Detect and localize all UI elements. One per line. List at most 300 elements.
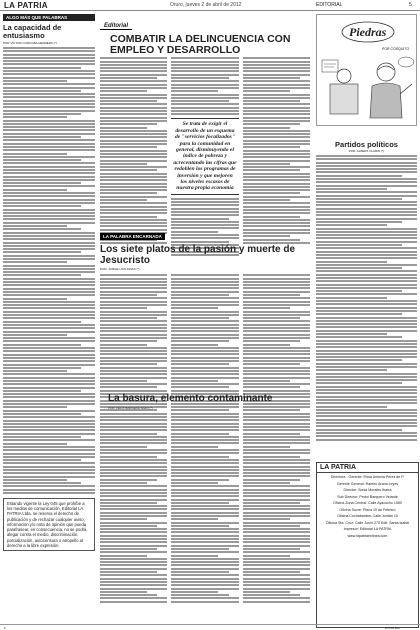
text-line [3, 429, 95, 431]
text-line [100, 222, 167, 224]
text-line [316, 270, 417, 272]
editorial-tab: Editorial [100, 23, 132, 30]
text-line [3, 129, 95, 131]
text-line [100, 64, 167, 66]
text-line [100, 320, 167, 322]
text-line [316, 175, 402, 177]
text-line [243, 67, 310, 69]
text-line [243, 166, 310, 168]
text-line [100, 284, 167, 286]
text-line [100, 522, 167, 524]
text-line [171, 446, 218, 448]
left-headline: La capacidad de entusiasmo [3, 23, 62, 40]
story2-kicker: LA PALABRA ENCARNADA [100, 233, 165, 240]
text-line [3, 93, 95, 95]
text-line [171, 100, 228, 102]
text-line [3, 410, 95, 412]
text-line [100, 350, 167, 352]
text-line [171, 347, 238, 349]
text-line [3, 265, 95, 267]
text-line [243, 439, 310, 441]
text-line [100, 169, 157, 171]
text-line [171, 512, 238, 514]
cartoon [316, 14, 417, 134]
text-line [171, 588, 238, 590]
text-line [3, 87, 95, 89]
text-line [243, 390, 310, 392]
text-line [100, 597, 167, 599]
text-line [171, 281, 238, 283]
left-column [3, 14, 95, 626]
text-line [100, 568, 167, 570]
text-line [171, 439, 238, 441]
text-line [316, 191, 417, 193]
text-line [100, 578, 167, 580]
text-line [100, 340, 157, 342]
text-line [3, 166, 95, 168]
footer [0, 624, 420, 630]
text-line [171, 211, 238, 213]
text-line [3, 169, 95, 171]
text-line [243, 380, 290, 382]
text-line [243, 176, 310, 178]
text-line [100, 179, 167, 181]
text-line [3, 199, 95, 201]
text-line [100, 294, 157, 296]
text-line [100, 482, 147, 484]
text-line [243, 291, 310, 293]
text-line [171, 198, 238, 200]
text-line [100, 433, 157, 435]
text-line [243, 502, 300, 504]
text-line [171, 531, 238, 533]
text-line [100, 363, 157, 365]
legal-notice-text: Estando vigente la Ley 045 que prohíbe a los medios de comunicación, Editorial LA PATRIA Ltda. se reserva el derecho de publicación y de rechazar cualquier aviso, información y/o nota de opinión que pueda parafrasear, en consecuencia, no se podrá alegar contra el medio, discriminación, parcialización, autocensura o atropello al derecho a la libre expresión. [7, 501, 87, 548]
right-byline: POR: ALBERT CLARIN (*) [348, 149, 385, 153]
text-line [171, 419, 238, 421]
text-line [171, 578, 238, 580]
text-line [171, 294, 228, 296]
text-line [100, 413, 167, 415]
text-line [243, 373, 310, 375]
text-line [3, 423, 95, 425]
text-line [3, 116, 67, 118]
text-line [243, 578, 310, 580]
text-line [3, 406, 67, 408]
text-line [100, 146, 157, 148]
text-line [171, 442, 238, 444]
text-line [316, 336, 402, 338]
text-line [316, 198, 402, 200]
text-line [3, 113, 81, 115]
text-line [171, 433, 228, 435]
text-line [243, 518, 290, 520]
text-line [316, 155, 417, 157]
text-line [171, 327, 238, 329]
text-line [316, 204, 417, 206]
text-line [3, 321, 81, 323]
text-line [100, 173, 167, 175]
text-line [243, 564, 310, 566]
text-line [3, 67, 81, 69]
text-line [3, 489, 95, 491]
text-line [3, 314, 95, 316]
text-line [243, 360, 310, 362]
text-line [171, 495, 238, 497]
text-line [3, 433, 95, 435]
text-line [243, 551, 310, 553]
text-line [243, 196, 310, 198]
text-line [100, 176, 167, 178]
text-line [100, 588, 167, 590]
text-line [243, 74, 310, 76]
text-line [316, 346, 417, 348]
text-line [171, 97, 238, 99]
text-line [171, 558, 238, 560]
text-line [316, 274, 417, 276]
text-line [243, 186, 310, 188]
text-line [3, 383, 95, 385]
text-line [3, 446, 95, 448]
text-line [243, 278, 310, 280]
text-line [316, 419, 417, 421]
text-line [3, 492, 95, 494]
text-line [316, 409, 417, 411]
text-line [316, 307, 417, 309]
text-line [171, 584, 238, 586]
text-line [3, 485, 95, 487]
text-line [243, 347, 310, 349]
text-line [100, 61, 167, 63]
left-body-text [3, 47, 95, 494]
text-line [171, 344, 218, 346]
text-line [243, 206, 310, 208]
legal-notice-box [3, 498, 95, 551]
text-line [3, 73, 95, 75]
text-line [243, 317, 300, 319]
text-line [171, 601, 238, 603]
text-line [3, 50, 95, 52]
text-line [171, 551, 238, 553]
text-line [3, 304, 95, 306]
text-line [243, 212, 310, 214]
text-line [3, 390, 81, 392]
text-line [243, 146, 300, 148]
text-line [3, 83, 95, 85]
text-line [3, 100, 95, 102]
text-line [171, 80, 238, 82]
text-line [243, 426, 310, 428]
text-line [3, 416, 95, 418]
text-line [171, 274, 238, 276]
text-line [3, 96, 95, 98]
text-line [243, 548, 300, 550]
text-line [100, 166, 167, 168]
text-line [3, 182, 81, 184]
text-line [243, 558, 310, 560]
text-line [3, 439, 95, 441]
text-line [243, 469, 310, 471]
text-line [243, 512, 310, 514]
text-line [243, 383, 310, 385]
text-line [171, 568, 238, 570]
text-line [100, 591, 147, 593]
text-line [3, 476, 95, 478]
text-line [316, 185, 417, 187]
text-line [316, 293, 417, 295]
text-line [100, 489, 167, 491]
text-line [316, 280, 417, 282]
text-line [243, 344, 290, 346]
text-line [3, 248, 95, 250]
text-line [243, 555, 290, 557]
text-line [3, 472, 95, 474]
text-line [171, 499, 238, 501]
story3-byline: POR: FÉLIX BARCENA SAZO (*) [108, 405, 153, 410]
text-line [171, 555, 218, 557]
text-line [316, 376, 417, 378]
text-line [316, 340, 417, 342]
text-line [171, 350, 238, 352]
text-line [100, 206, 167, 208]
text-line [3, 278, 95, 280]
text-line [243, 528, 310, 530]
text-line [3, 235, 95, 237]
text-line [100, 531, 167, 533]
text-line [243, 173, 310, 175]
text-line [3, 311, 95, 313]
text-line [243, 80, 310, 82]
text-line [171, 278, 238, 280]
text-line [171, 314, 238, 316]
text-line [243, 515, 310, 517]
text-line [316, 297, 387, 299]
text-line [100, 436, 167, 438]
text-line [243, 449, 310, 451]
text-line [100, 140, 167, 142]
text-line [100, 462, 167, 464]
text-line [100, 87, 167, 89]
text-line [100, 156, 167, 158]
text-line [316, 317, 417, 319]
text-line [171, 525, 228, 527]
text-line [100, 196, 167, 198]
text-line [243, 330, 310, 332]
text-line [316, 181, 417, 183]
text-line [316, 171, 417, 173]
text-line [100, 107, 167, 109]
text-line [171, 386, 228, 388]
text-line [3, 258, 95, 260]
text-line [100, 327, 167, 329]
text-line [243, 597, 310, 599]
text-line [316, 353, 417, 355]
text-line [100, 561, 167, 563]
text-line [3, 373, 95, 375]
text-line [100, 74, 167, 76]
text-line [243, 350, 310, 352]
text-line [100, 555, 147, 557]
text-line [243, 466, 310, 468]
text-line [3, 324, 95, 326]
text-line [171, 459, 238, 461]
text-line [243, 591, 290, 593]
section-label: EDITORIAL [316, 2, 343, 8]
text-line [316, 277, 417, 279]
text-line [243, 222, 310, 224]
text-line [3, 156, 95, 158]
text-line [100, 199, 147, 201]
text-line [3, 255, 95, 257]
text-line [316, 211, 417, 213]
text-line [243, 136, 310, 138]
text-line [171, 423, 238, 425]
text-line [3, 357, 95, 359]
text-line [3, 245, 95, 247]
text-line [243, 304, 310, 306]
text-line [100, 297, 167, 299]
text-line [243, 64, 310, 66]
text-line [100, 209, 167, 211]
text-line [243, 584, 310, 586]
text-line [316, 168, 417, 170]
text-line [243, 324, 310, 326]
text-line [3, 126, 95, 128]
text-line [316, 290, 402, 292]
text-line [243, 363, 300, 365]
text-line [243, 94, 310, 96]
text-line [100, 163, 147, 165]
text-line [100, 202, 167, 204]
text-line [100, 370, 167, 372]
text-line [3, 462, 95, 464]
text-line [316, 386, 417, 388]
text-line [171, 541, 238, 543]
text-line [171, 337, 238, 339]
text-line [316, 429, 402, 431]
text-line [243, 287, 310, 289]
text-line [243, 370, 310, 372]
staff-row: Sub Director: Pedro Barquero Velarde [337, 494, 398, 499]
text-line [3, 136, 81, 138]
staff-row: Oficina Sucre: Plaza 10 de Febrero [339, 507, 396, 512]
text-line [171, 462, 238, 464]
text-line [3, 396, 95, 398]
text-line [243, 70, 310, 72]
text-line [3, 179, 95, 181]
text-line [100, 558, 167, 560]
text-line [316, 323, 417, 325]
text-line [3, 350, 95, 352]
text-line [243, 353, 310, 355]
text-line [3, 377, 95, 379]
staff-row: Impresor: Editorial LA PATRIA [343, 527, 392, 531]
text-line [316, 330, 417, 332]
staff-row: Director: Sonia Morales Ibarra [343, 488, 392, 492]
text-line [100, 120, 167, 122]
text-line [3, 63, 95, 65]
text-line [243, 84, 310, 86]
text-line [3, 153, 67, 155]
text-line [3, 400, 95, 402]
text-line [3, 123, 95, 125]
editorial-headline: COMBATIR LA DELINCUENCIA CON EMPLEO Y DESARROLLO [110, 33, 291, 56]
text-line [316, 333, 387, 335]
text-line [3, 70, 95, 72]
text-line [3, 110, 95, 112]
text-line [3, 459, 81, 461]
text-line [3, 77, 95, 79]
text-line [316, 208, 417, 210]
text-line [3, 364, 95, 366]
text-line [100, 446, 147, 448]
text-line [243, 183, 310, 185]
text-line [3, 162, 95, 164]
text-line [316, 264, 417, 266]
text-line [3, 367, 81, 369]
text-line [3, 120, 95, 122]
right-body-text [316, 155, 417, 441]
text-line [243, 153, 310, 155]
text-line [171, 330, 238, 332]
text-line [316, 247, 417, 249]
text-line [3, 469, 95, 471]
text-line [243, 311, 310, 313]
text-line [243, 482, 290, 484]
text-line [316, 201, 417, 203]
text-line [243, 113, 310, 115]
text-line [3, 90, 81, 92]
text-line [100, 287, 167, 289]
text-line [171, 103, 238, 105]
text-line [3, 347, 95, 349]
text-line [243, 130, 310, 132]
text-line [100, 84, 167, 86]
text-line [171, 564, 238, 566]
text-line [171, 307, 218, 309]
text-line [100, 278, 167, 280]
text-line [3, 453, 95, 455]
staff-row: Gerente General: Ramiro Arana Leyes [336, 481, 399, 486]
text-line [3, 482, 81, 484]
text-line [171, 416, 238, 418]
text-line [100, 314, 167, 316]
text-line [316, 234, 417, 236]
text-line [243, 436, 310, 438]
text-line [100, 344, 147, 346]
text-line [171, 360, 238, 362]
text-line [316, 402, 417, 404]
text-line [243, 314, 310, 316]
text-line [316, 356, 417, 358]
text-line [243, 160, 310, 162]
text-line [100, 390, 167, 392]
text-line [100, 502, 157, 504]
text-line [3, 393, 95, 395]
text-line [100, 153, 167, 155]
text-line [3, 133, 95, 135]
text-line [243, 163, 290, 165]
footer-left: 5 [4, 626, 6, 630]
text-line [100, 512, 167, 514]
text-line [100, 551, 167, 553]
text-line [100, 373, 167, 375]
text-line [316, 425, 417, 427]
text-line [100, 304, 167, 306]
text-line [3, 192, 95, 194]
text-line [3, 57, 95, 59]
text-line [243, 456, 300, 458]
